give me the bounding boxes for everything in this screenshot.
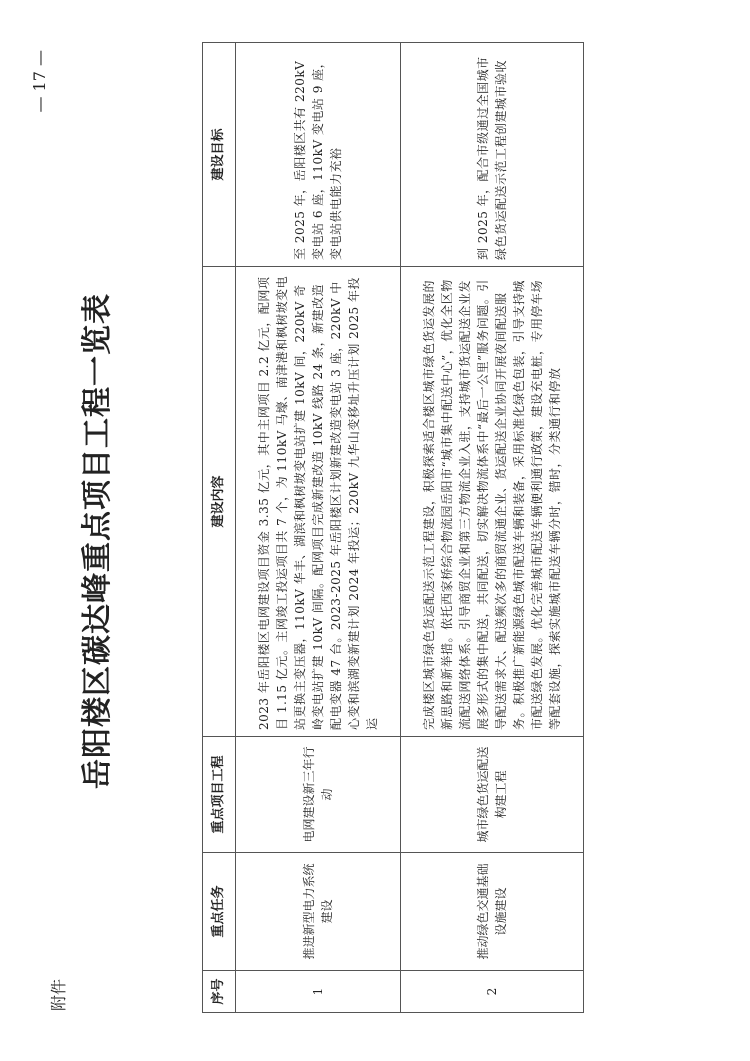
cell-task: 推进新型电力系统建设 xyxy=(236,853,401,971)
header-index: 序号 xyxy=(203,971,236,1013)
attachment-label: 附件 xyxy=(49,978,68,1011)
cell-project: 电网建设新三年行动 xyxy=(236,737,401,853)
table-header-row xyxy=(203,43,236,1013)
cell-index: 1 xyxy=(236,971,401,1013)
cell-content: 完成楼区城市绿色货运配送示范工程建设，积极探索适合楼区城市绿色货运发展的新思路和新举措。依托西家桥综合物流园岳阳市“城市集中配送中心”，优化全区物流配送网络体系。引导商贸企业和第三方物流企业入驻，支持城市货运配送企业发展多形式的集中配送，共同配送，切实解决物流体系中“最后一公里”服务问题。引导配送需求大、配送频次多的商贸流通企业、货运配送企业协同开展夜间配送服务。积极推广新能源绿色城市配送车辆和装备，采用标准化绿色包装，引导支持城市配送绿色发展。优化完善城市配送车辆便利通行政策，建设充电桩，专用停车场等配套设施，探索实施城市配送车辆分时，错时，分类通行和停放 xyxy=(401,267,584,737)
page-title: 岳阳楼区碳达峰重点项目工程一览表 xyxy=(80,293,115,789)
table-row xyxy=(236,43,401,1013)
cell-goal: 至 2025 年，岳阳楼区共有 220kV 变电站 6 座，110kV 变电站 9 座，变电站供电能力充裕 xyxy=(236,43,401,267)
cell-index: 2 xyxy=(401,971,584,1013)
header-goal: 建设目标 xyxy=(203,43,236,267)
header-project: 重点项目工程 xyxy=(203,737,236,853)
table-row xyxy=(401,43,584,1013)
cell-content: 2023 年岳阳楼区电网建设项目资金 3.35 亿元，其中主网项目 2.2 亿元，配网项目 1.15 亿元。主网竣工投运项目共 7 个，为 110kV 马壕、南津港和枫树坡变电站更换主变压器，110kV 华丰、湖滨和枫树坡变电站扩建 10kV 间，220kV 奇岭变电站扩建 10kV 间隔。配网项目完成新建改造 10kV 线路 24 条，新建改造配电变器 47 台。2023-2025 年岳阳楼区计划新建改造变电站 3 座，220kV 中心变和滨湖变新建计划 2024 年投运；220kV 九华山变移址升压计划 2025 年投运 xyxy=(236,267,401,737)
cell-project: 城市绿色货运配送构建工程 xyxy=(401,737,584,853)
header-task: 重点任务 xyxy=(203,853,236,971)
page-number: — 17 — xyxy=(30,50,49,113)
cell-task: 推动绿色交通基础设施建设 xyxy=(401,853,584,971)
project-table xyxy=(202,42,584,1013)
header-content: 建设内容 xyxy=(203,267,236,737)
cell-goal: 到 2025 年，配合市级通过全国城市绿色货运配送示范工程创建城市验收 xyxy=(401,43,584,267)
